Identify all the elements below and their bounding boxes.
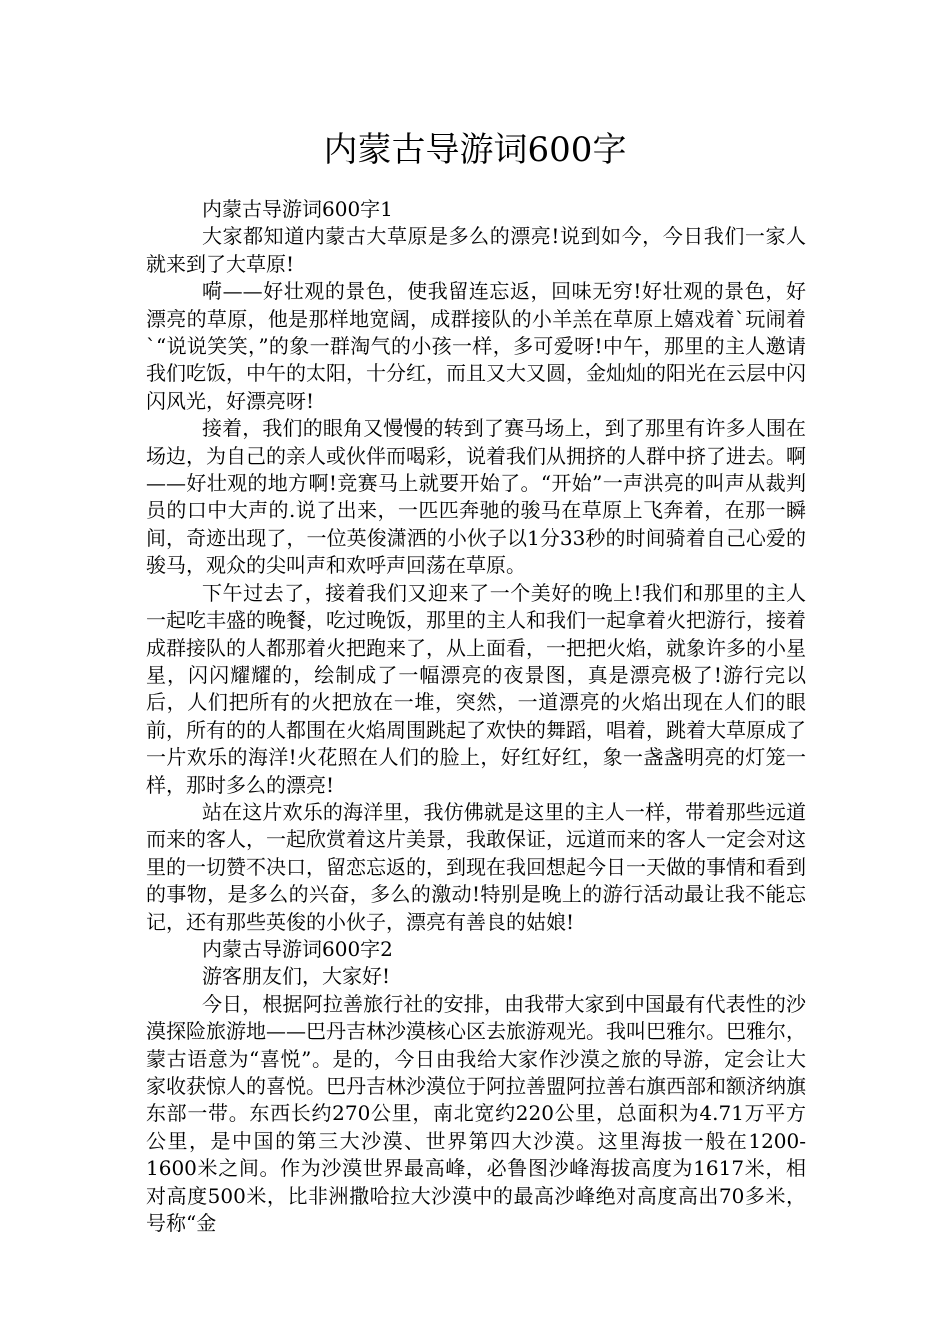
paragraph: 站在这片欢乐的海洋里，我仿佛就是这里的主人一样，带着那些远道而来的客人，一起欣赏着这片美景，我敢保证，远道而来的客人一定会对这里的一切赞不决口，留恋忘返的，到现在我回想起今日一天做的事情和看到的事物，是多么的兴奋，多么的激动!特别是晚上的游行活动最让我不能忘记，还有那些英俊的小伙子，漂亮有善良的姑娘! bbox=[146, 799, 806, 934]
paragraph: 嗬——好壮观的景色，使我留连忘返，回味无穷!好壮观的景色，好漂亮的草原，他是那样地宽阔，成群接队的小羊羔在草原上嬉戏着`玩闹着`“说说笑笑，”的象一群淘气的小孩一样，多可爱呀!中午，那里的主人邀请我们吃饭，中午的太阳，十分红，而且又大又圆，金灿灿的阳光在云层中闪闪风光，好漂亮呀! bbox=[146, 279, 806, 413]
section-heading-1: 内蒙古导游词600字1 bbox=[202, 197, 393, 221]
document-title: 内蒙古导游词600字 bbox=[323, 130, 627, 170]
paragraph: 接着，我们的眼角又慢慢的转到了赛马场上，到了那里有许多人围在场边，为自己的亲人或伙伴而喝彩，说着我们从拥挤的人群中挤了进去。啊——好壮观的地方啊!竞赛马上就要开始了。“开始”一声洪亮的叫声从裁判员的口中大声的.说了出来，一匹匹奔驰的骏马在草原上飞奔着，在那一瞬间，奇迹出现了，一位英俊潇洒的小伙子以1分33秒的时间骑着自己心爱的骏马，观众的尖叫声和欢呼声回荡在草原。 bbox=[146, 416, 806, 578]
paragraph: 大家都知道内蒙古大草原是多么的漂亮!说到如今，今日我们一家人就来到了大草原! bbox=[146, 224, 806, 276]
paragraph: 下午过去了，接着我们又迎来了一个美好的晚上!我们和那里的主人一起吃丰盛的晚餐，吃过晚饭，那里的主人和我们一起拿着火把游行，接着成群接队的人都那着火把跑来了，从上面看，一把把火焰，就象许多的小星星，闪闪耀耀的，绘制成了一幅漂亮的夜景图，真是漂亮极了!游行完以后，人们把所有的火把放在一堆，突然，一道漂亮的火焰出现在人们的眼前，所有的的人都围在火焰周围跳起了欢快的舞蹈，唱着，跳着大草原成了一片欢乐的海洋!火花照在人们的脸上，好红好红，象一盏盏明亮的灯笼一样，那时多么的漂亮! bbox=[146, 580, 806, 797]
section-heading-2: 内蒙古导游词600字2 bbox=[202, 936, 393, 961]
document-body bbox=[146, 196, 806, 1237]
paragraph: 游客朋友们，大家好! bbox=[202, 964, 391, 989]
paragraph: 今日，根据阿拉善旅行社的安排，由我带大家到中国最有代表性的沙漠探险旅游地——巴丹吉林沙漠核心区去旅游观光。我叫巴雅尔。巴雅尔，蒙古语意为“喜悦”。是的，今日由我给大家作沙漠之旅的导游，定会让大家收获惊人的喜悦。巴丹吉林沙漠位于阿拉善盟阿拉善右旗西部和额济纳旗东部一带。东西长约270公里，南北宽约220公里，总面积为4.71万平方公里，是中国的第三大沙漠、世界第四大沙漠。这里海拔一般在1200-1600米之间。作为沙漠世界最高峰，必鲁图沙峰海拔高度为1617米，相对高度500米，比非洲撒哈拉大沙漠中的最高沙峰绝对高度高出70多米，号称“金 bbox=[146, 991, 806, 1236]
